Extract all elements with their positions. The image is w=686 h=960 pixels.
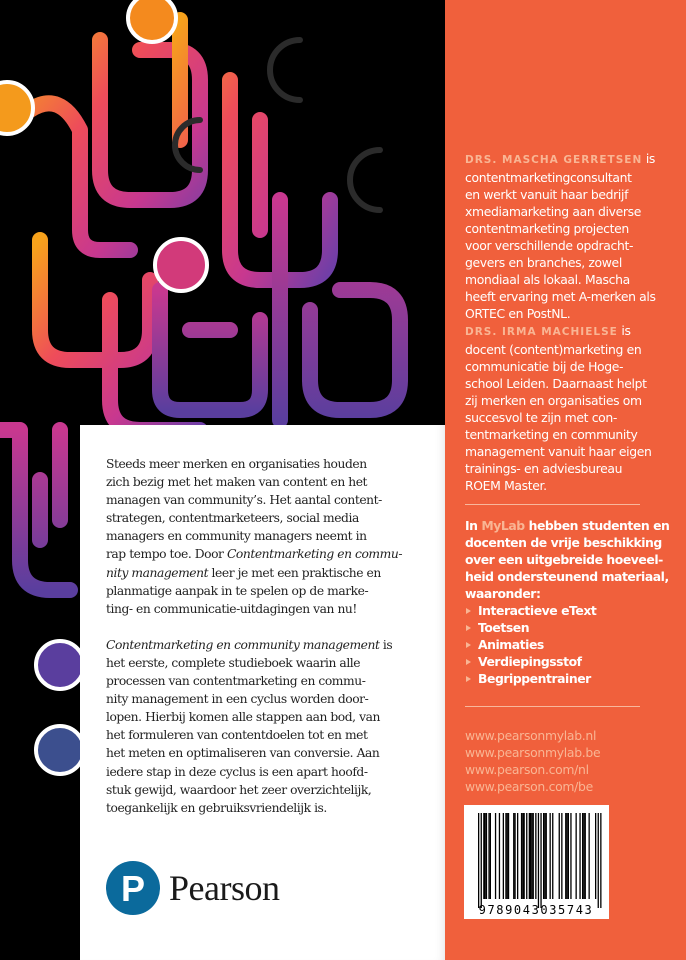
barcode-bar — [583, 813, 584, 899]
blurb-line — [106, 491, 402, 509]
blurb-line — [106, 654, 402, 672]
bullet-triangle-icon — [466, 642, 471, 648]
barcode-bar — [507, 813, 508, 899]
barcode-bar — [505, 813, 506, 899]
bio-line: docent (content)marketing en — [465, 342, 642, 357]
blurb-line — [106, 455, 402, 473]
blurb-line — [106, 672, 402, 690]
text: is — [621, 323, 631, 338]
barcode-bar — [522, 813, 523, 899]
divider — [465, 706, 640, 707]
bio-line: school Leiden. Daarnaast helpt — [465, 376, 647, 391]
barcode-bar — [490, 813, 491, 899]
blurb-text-segment: managers en community managers neemt in — [106, 529, 367, 544]
blurb-text-segment: iedere stap in deze cyclus is een apart hoofd- — [106, 764, 368, 779]
barcode-bar — [529, 813, 530, 899]
barcode-bar — [488, 813, 489, 899]
bio-line: ROEM Master. — [465, 478, 547, 493]
feature-list — [465, 602, 685, 687]
blurb-text-segment: toegankelijk en gebruiksvriendelijk is. — [106, 800, 327, 815]
blurb-text-segment: het meten en optimaliseren van conversie. Aan — [106, 746, 380, 761]
blurb-line — [106, 545, 402, 563]
blurb-text-segment: planmatige aanpak in te spelen op de marke- — [106, 583, 369, 598]
barcode-bar — [568, 813, 569, 899]
blurb-line — [106, 690, 402, 708]
bio-line: gevers en branches, zowel — [465, 255, 622, 270]
barcode-bar — [481, 813, 482, 908]
blurb-text-segment: leer je met een praktische en — [208, 565, 381, 580]
pearson-logo — [105, 860, 279, 916]
feature-item — [465, 670, 685, 687]
barcode-bar — [486, 813, 487, 899]
blurb-text-segment: zich bezig met het maken van content en het — [106, 475, 368, 490]
bio-line: heeft ervaring met A-merken als — [465, 289, 656, 304]
bio-line: tentmarketing en community — [465, 427, 638, 442]
barcode-bar — [561, 813, 562, 899]
feature-label: Begrippentrainer — [478, 671, 591, 686]
bio-line: voor verschillende opdracht- — [465, 238, 634, 253]
barcode-bar — [566, 813, 567, 899]
blurb-line — [106, 744, 402, 762]
blurb-line — [106, 763, 402, 781]
barcode-bar — [595, 813, 596, 899]
bio-line: ORTEC en PostNL. — [465, 306, 571, 321]
feature-item — [465, 653, 685, 670]
barcode-bar — [517, 813, 518, 899]
mylab-line: waaronder: — [465, 586, 541, 601]
blurb-text-segment: Steeds meer merken en organisaties houden — [106, 457, 367, 471]
text: In — [465, 518, 482, 533]
barcode-bar — [531, 813, 532, 899]
barcode-bar — [524, 813, 525, 899]
barcode-bar — [579, 813, 580, 899]
website-url: www.pearson.com/be — [465, 779, 593, 794]
paragraph-gap — [106, 618, 402, 636]
blurb-text-segment: stuk gewijd, waardoor het zeer overzichtelijk, — [106, 782, 372, 797]
blurb-text-segment: nity management — [106, 565, 209, 580]
barcode-bar — [535, 813, 536, 899]
blurb-line — [106, 708, 402, 726]
barcode-bar — [589, 813, 590, 899]
mylab-brand: MyLab — [481, 518, 525, 533]
blurb-text-segment: Contentmarketing en commu- — [226, 547, 403, 562]
feature-item — [465, 619, 685, 636]
barcode-bar — [538, 813, 539, 908]
barcode-bar — [543, 813, 544, 899]
barcode-bar — [550, 813, 551, 899]
bio-line: communicatie bij de Hoge- — [465, 359, 624, 374]
barcode-bar — [521, 813, 522, 899]
info-panel — [445, 0, 686, 960]
mylab-line: hebben studenten en — [524, 518, 670, 533]
barcode-bar — [582, 813, 583, 899]
url-list — [465, 727, 600, 795]
barcode-bar — [526, 813, 527, 899]
blurb-text-segment: ting- en communicatie-uitdagingen van nu! — [106, 601, 357, 616]
svg-text:P: P — [120, 868, 146, 909]
bio-line: mondiaal als lokaal. Mascha — [465, 272, 630, 287]
pearson-p-icon — [105, 860, 161, 916]
feature-item — [465, 602, 685, 619]
barcode-bar — [478, 813, 479, 908]
feature-label: Animaties — [478, 637, 544, 652]
feature-label: Interactieve eText — [478, 603, 597, 618]
divider — [465, 504, 640, 505]
feature-label: Toetsen — [478, 620, 530, 635]
barcode-bar — [570, 813, 571, 899]
feature-item — [465, 636, 685, 653]
author-bios — [465, 150, 680, 494]
barcode-bar — [598, 813, 599, 908]
mylab-info — [465, 517, 685, 687]
text: is — [645, 151, 656, 166]
blurb-line — [106, 799, 402, 817]
bullet-triangle-icon — [466, 608, 471, 614]
bullet-triangle-icon — [466, 625, 471, 631]
blurb-line — [106, 600, 402, 618]
feature-label: Verdiepingsstof — [478, 654, 582, 669]
barcode-bar — [503, 813, 504, 899]
blurb-line — [106, 636, 402, 654]
blurb-text-segment: processen van contentmarketing en commu- — [106, 674, 366, 689]
bullet-triangle-icon — [466, 659, 471, 665]
blurb-text-segment: Contentmarketing en community management — [106, 637, 380, 652]
barcode-bar — [514, 813, 515, 899]
bio-line: xmediamarketing aan diverse — [465, 204, 641, 219]
bio-line: contentmarketing projecten — [465, 221, 629, 236]
blurb-line — [106, 582, 402, 600]
barcode-bar — [530, 813, 531, 899]
isbn-barcode — [464, 805, 609, 919]
blurb-line — [106, 509, 402, 527]
website-url: www.pearson.com/nl — [465, 762, 589, 777]
blurb-line — [106, 564, 402, 582]
bio-line: trainings- en adviesbureau — [465, 461, 623, 476]
blurb-text-segment: het eerste, complete studieboek waarin alle — [106, 655, 361, 670]
barcode-bar — [559, 813, 560, 899]
barcode-bar — [485, 813, 486, 899]
mylab-line: heid ondersteunend materiaal, — [465, 569, 669, 584]
author-name: DRS. IRMA MACHIELSE — [465, 326, 618, 338]
blurb-line — [106, 726, 402, 744]
barcode-bar — [495, 813, 496, 899]
blurb-text-segment: het formuleren van contentdoelen tot en met — [106, 728, 368, 743]
barcode-bar — [565, 813, 566, 899]
barcode-bar — [576, 813, 577, 899]
barcode-bar — [508, 813, 509, 899]
author-name: DRS. MASCHA GERRETSEN — [465, 154, 643, 166]
barcode-bar — [540, 813, 541, 908]
isbn-number: 9789043035743 — [478, 903, 594, 917]
website-url: www.pearsonmylab.nl — [465, 728, 597, 743]
barcode-bar — [600, 813, 601, 908]
pearson-wordmark: Pearson — [169, 868, 280, 908]
barcode-bar — [533, 813, 534, 899]
website-url: www.pearsonmylab.be — [465, 745, 601, 760]
bio-line: en werkt vanuit haar bedrijf — [465, 187, 629, 202]
barcode-bar — [546, 813, 547, 899]
bullet-triangle-icon — [466, 676, 471, 682]
bio-line: succesvol te zijn met con- — [465, 410, 618, 425]
blurb-line — [106, 527, 402, 545]
blurb-text — [106, 455, 402, 817]
barcode-bar — [585, 813, 586, 899]
blurb-line — [106, 473, 402, 491]
blurb-line — [106, 781, 402, 799]
bio-line: management vanuit haar eigen — [465, 444, 652, 459]
bio-line: contentmarketingconsultant — [465, 170, 632, 185]
blurb-text-segment: lopen. Hierbij komen alle stappen aan bod, van — [106, 710, 380, 725]
bio-line: zij merken en organisaties om — [465, 393, 642, 408]
mylab-line: docenten de vrije beschikking — [465, 535, 662, 550]
barcode-bar — [483, 813, 484, 899]
blurb-text-segment: nity management in een cyclus worden door- — [106, 692, 369, 707]
blurb-text-segment: strategen, contentmarketeers, social media — [106, 511, 359, 526]
barcode-bar — [544, 813, 545, 899]
blurb-panel — [80, 425, 446, 960]
blurb-text-segment: is — [379, 637, 393, 652]
barcode-bar — [513, 813, 514, 899]
barcode-bar — [552, 813, 553, 899]
blurb-text-segment: rap tempo toe. Door — [106, 547, 227, 562]
mylab-line: over een uitgebreide hoeveel- — [465, 552, 663, 567]
barcode-bar — [499, 813, 500, 899]
blurb-text-segment: managen van community’s. Het aantal content- — [106, 493, 382, 508]
